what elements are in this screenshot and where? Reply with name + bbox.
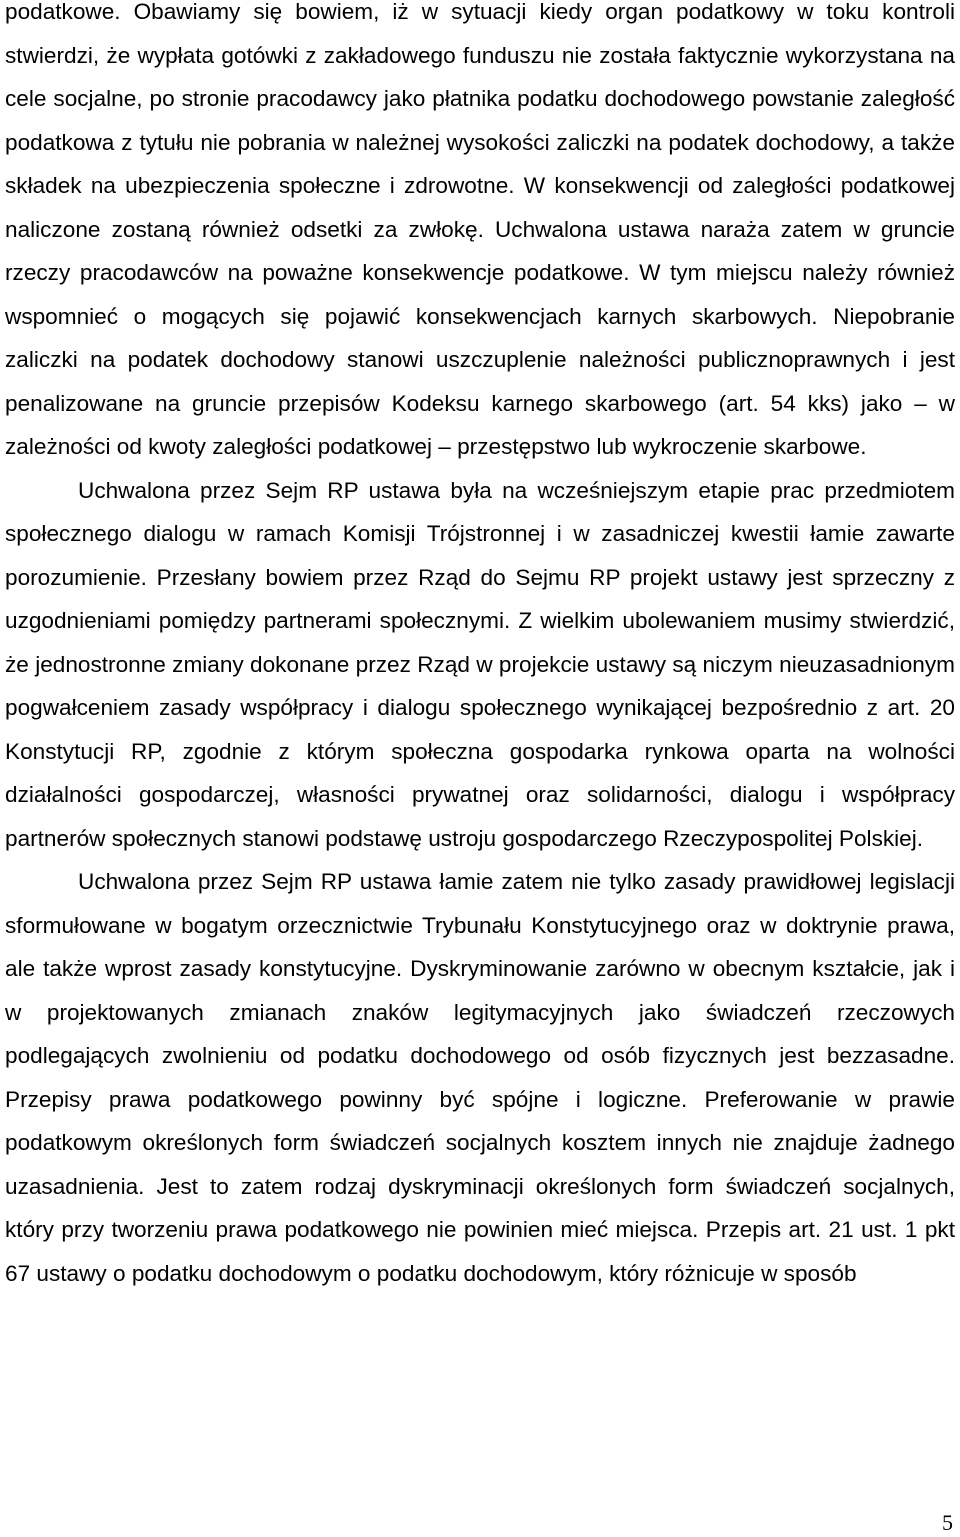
paragraph-3: Uchwalona przez Sejm RP ustawa łamie zatem nie tylko zasady prawidłowej legislacji sformułowane w bogatym orzecznictwie Trybunału Konstytucyjnego oraz w doktrynie prawa, ale także wprost zasady konstytucyjne. Dyskryminowanie zarówno w obecnym kształcie, jak i w projektowanych zmianach znaków legitymacyjnych jako świadczeń rzeczowych podlegających zwolnieniu od podatku dochodowego od osób fizycznych jest bezzasadne. Przepisy prawa podatkowego powinny być spójne i logiczne. Preferowanie w prawie podatkowym określonych form świadczeń socjalnych kosztem innych nie znajduje żadnego uzasadnienia. Jest to zatem rodzaj dyskryminacji określonych form świadczeń socjalnych, który przy tworzeniu prawa podatkowego nie powinien mieć miejsca. Przepis art. 21 ust. 1 pkt 67 ustawy o podatku dochodowym o podatku dochodowym, który różnicuje w sposób: [5, 869, 955, 1286]
page-number: 5: [942, 1510, 953, 1535]
paragraph-2: Uchwalona przez Sejm RP ustawa była na wcześniejszym etapie prac przedmiotem społecznego dialogu w ramach Komisji Trójstronnej i w zasadniczej kwestii łamie zawarte porozumienie. Przesłany bowiem przez Rząd do Sejmu RP projekt ustawy jest sprzeczny z uzgodnieniami pomiędzy partnerami społecznymi. Z wielkim ubolewaniem musimy stwierdzić, że jednostronne zmiany dokonane przez Rząd w projekcie ustawy są niczym nieuzasadnionym pogwałceniem zasady współpracy i dialogu społecznego wynikającej bezpośrednio z art. 20 Konstytucji RP, zgodnie z którym społeczna gospodarka rynkowa oparta na wolności działalności gospodarczej, własności prywatnej oraz solidarności, dialogu i współpracy partnerów społecznych stanowi podstawę ustroju gospodarczego Rzeczypospolitej Polskiej.: [5, 477, 955, 851]
document-body: [5, 0, 955, 1295]
paragraph-1: podatkowe. Obawiamy się bowiem, iż w sytuacji kiedy organ podatkowy w toku kontroli stwierdzi, że wypłata gotówki z zakładowego funduszu nie została faktycznie wykorzystana na cele socjalne, po stronie pracodawcy jako płatnika podatku dochodowego powstanie zaległość podatkowa z tytułu nie pobrania w należnej wysokości zaliczki na podatek dochodowy, a także składek na ubezpieczenia społeczne i zdrowotne. W konsekwencji od zaległości podatkowej naliczone zostaną również odsetki za zwłokę. Uchwalona ustawa naraża zatem w gruncie rzeczy pracodawców na poważne konsekwencje podatkowe. W tym miejscu należy również wspomnieć o mogących się pojawić konsekwencjach karnych skarbowych. Niepobranie zaliczki na podatek dochodowy stanowi uszczuplenie należności publicznoprawnych i jest penalizowane na gruncie przepisów Kodeksu karnego skarbowego (art. 54 kks) jako – w zależności od kwoty zaległości podatkowej – przestępstwo lub wykroczenie skarbowe.: [5, 0, 955, 459]
